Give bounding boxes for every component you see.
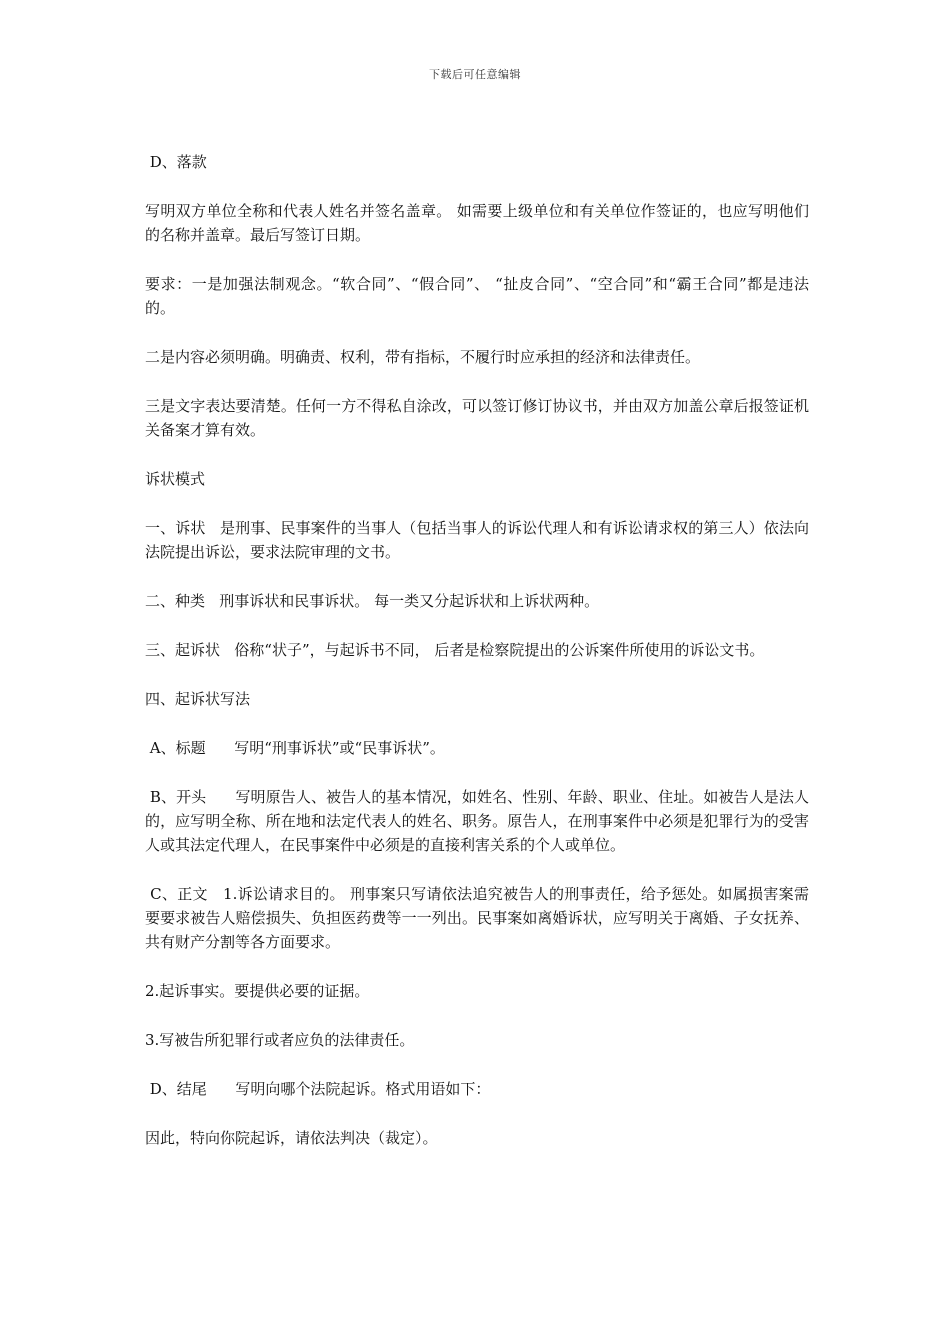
paragraph-requirement-three: 三是文字表达要清楚。任何一方不得私自涂改，可以签订修订协议书，并由双方加盖公章后报签证机关备案才算有效。 bbox=[145, 397, 809, 439]
paragraph-requirement-one: 要求：一是加强法制观念。“软合同”、“假合同”、 “扯皮合同”、“空合同”和“霸王合同”都是违法的。 bbox=[145, 275, 809, 317]
paragraph-closing-phrase: 因此，特向你院起诉，请依法判决（裁定）。 bbox=[145, 1129, 438, 1147]
paragraph-signature-heading: D、落款 bbox=[145, 153, 207, 171]
paragraph-requirement-two: 二是内容必须明确。明确责、权利，带有指标，不履行时应承担的经济和法律责任。 bbox=[145, 348, 701, 366]
page-header: 下载后可任意编辑 bbox=[429, 68, 521, 81]
paragraph-opening-part: B、开头 写明原告人、被告人的基本情况，如姓名、性别、年龄、职业、住址。如被告人是法人的，应写明全称、所在地和法定代表人的姓名、职务。原告人，在刑事案件中必须是犯罪行为的受害人或其法定代理人，在民事案件中必须是的直接利害关系的个人或单位。 bbox=[145, 788, 809, 854]
paragraph-complaint-definition: 一、诉状 是刑事、民事案件的当事人（包括当事人的诉讼代理人和有诉讼请求权的第三人）依法向法院提出诉讼，要求法院审理的文书。 bbox=[145, 519, 809, 561]
paragraph-ending-part: D、结尾 写明向哪个法院起诉。格式用语如下： bbox=[145, 1080, 491, 1098]
section-title-writing-method: 四、起诉状写法 bbox=[145, 690, 251, 708]
section-title-complaint-mode: 诉状模式 bbox=[145, 470, 206, 488]
paragraph-signature-text: 写明双方单位全称和代表人姓名并签名盖章。 如需要上级单位和有关单位作签证的，也应写明他们的名称并盖章。最后写签订日期。 bbox=[145, 202, 809, 244]
paragraph-indictment-complaint: 三、起诉状 俗称“状子”，与起诉书不同， 后者是检察院提出的公诉案件所使用的诉讼文书。 bbox=[145, 641, 765, 659]
paragraph-facts: 2.起诉事实。要提供必要的证据。 bbox=[145, 982, 370, 1000]
paragraph-main-text-part: C、正文 1.诉讼请求目的。 刑事案只写请依法追究被告人的刑事责任，给予惩处。如属损害案需要要求被告人赔偿损失、负担医药费等一一列出。民事案如离婚诉状，应写明关于离婚、子女抚养、共有财产分割等各方面要求。 bbox=[145, 885, 809, 951]
paragraph-complaint-types: 二、种类 刑事诉状和民事诉状。 每一类又分起诉状和上诉状两种。 bbox=[145, 592, 600, 610]
paragraph-liability: 3.写被告所犯罪行或者应负的法律责任。 bbox=[145, 1031, 415, 1049]
paragraph-title-part: A、标题 写明“刑事诉状”或“民事诉状”。 bbox=[145, 739, 445, 757]
document-body bbox=[145, 150, 809, 1175]
